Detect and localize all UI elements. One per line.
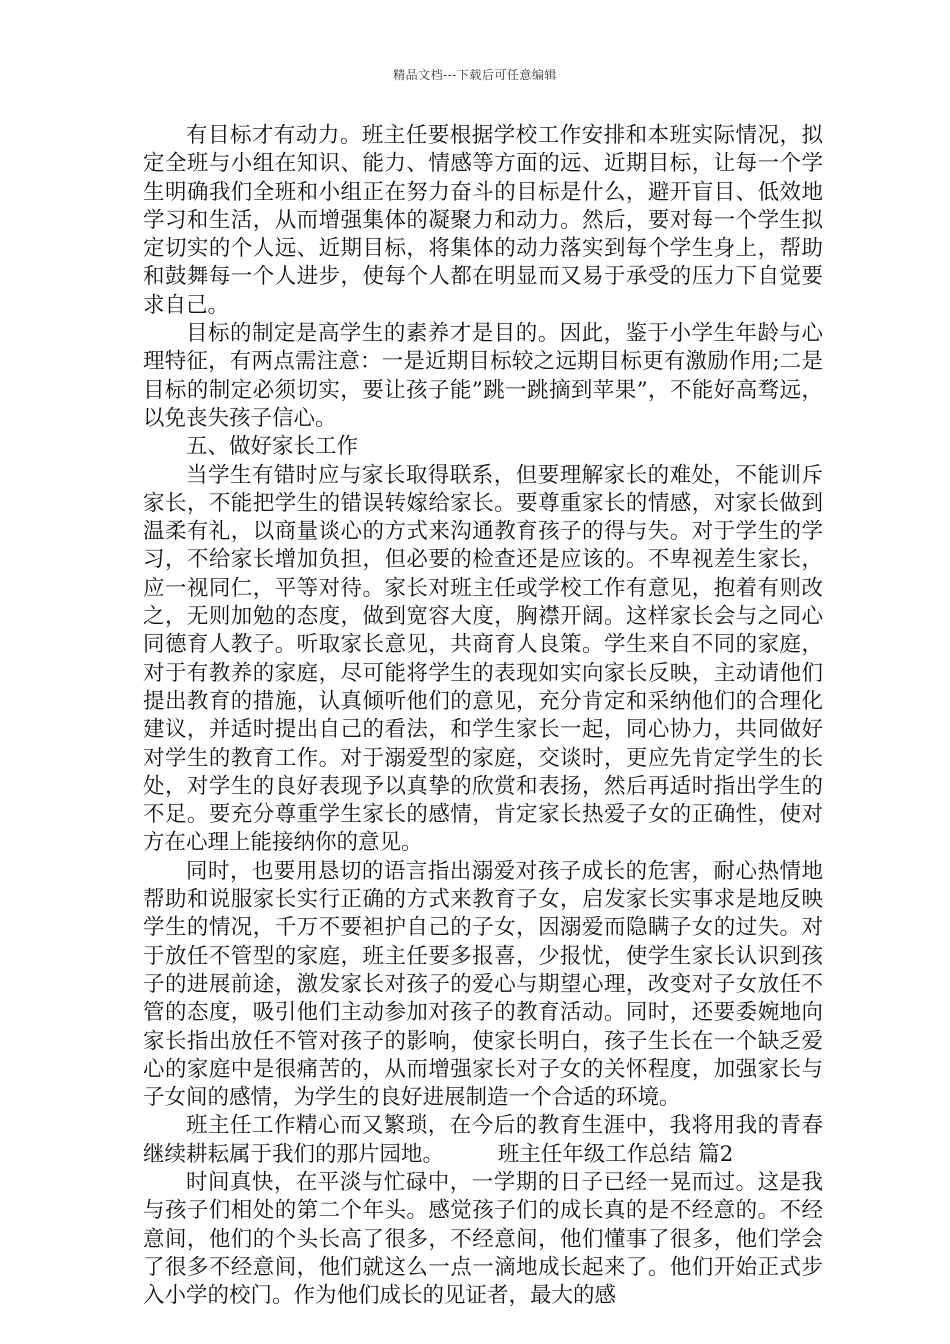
paragraph-doting-parents: 同时，也要用恳切的语言指出溺爱对孩子成长的危害，耐心热情地帮助和说服家长实行正确的方式来教育子女，启发家长实事求是地反映学生的情况，千万不要袒护自己的子女，因溺爱而隐瞒子女的过失。对于放任不管型的家庭，班主任要多报喜，少报忧，使学生家长认识到孩子的进展前途，激发家长对孩子的爱心与期望心理，改变对子女放任不管的态度，吸引他们主动参加对孩子的教育活动。同时，还要委婉地向家长指出放任不管对孩子的影响，使家长明白，孩子生长在一个缺乏爱心的家庭中是很痛苦的，从而增强家长对子女的关怀程度，加强家长与子女间的感情，为学生的良好进展制造一个合适的环境。 bbox=[143, 858, 823, 1111]
paragraph-conclusion bbox=[143, 1112, 823, 1169]
next-article-title: 班主任年级工作总结 篇2 bbox=[497, 1141, 734, 1167]
document-body bbox=[143, 122, 823, 1310]
paragraph-goal-setting: 目标的制定是高学生的素养才是目的。因此，鉴于小学生年龄与心理特征，有两点需注意：一是近期目标较之远期目标更有激励作用;二是目标的制定必须切实，要让孩子能”跳一跳摘到苹果”，不能好高骛远，以免丧失孩子信心。 bbox=[143, 321, 823, 431]
page-header: 精品文档---下载后可任意编辑 bbox=[393, 68, 557, 82]
paragraph-parent-work: 当学生有错时应与家长取得联系，但要理解家长的难处，不能训斥家长，不能把学生的错误转嫁给家长。要尊重家长的情感，对家长做到温柔有礼，以商量谈心的方式来沟通教育孩子的得与失。对于学生的学习，不给家长增加负担，但必要的检查还是应该的。不卑视差生家长，应一视同仁，平等对待。家长对班主任或学校工作有意见，抱着有则改之，无则加勉的态度，做到宽容大度，胸襟开阔。这样家长会与之同心同德育人教子。听取家长意见，共商育人良策。学生来自不同的家庭，对于有教养的家庭，尽可能将学生的表现如实向家长反映，主动请他们提出教育的措施，认真倾听他们的意见，充分肯定和采纳他们的合理化建议，并适时提出自己的看法，和学生家长一起，同心协力，共同做好对学生的教育工作。对于溺爱型的家庭，交谈时，更应先肯定学生的长处，对学生的良好表现予以真挚的欣赏和表扬，然后再适时指出学生的不足。要充分尊重学生家长的感情，肯定家长热爱子女的正确性，使对方在心理上能接纳你的意见。 bbox=[143, 462, 823, 856]
conclusion-text: 班主任工作精心而又繁琐，在今后的教育生涯中，我将用我的青春继续耕耘属于我们的那片园地。 bbox=[143, 1113, 823, 1167]
paragraph-goals: 有目标才有动力。班主任要根据学校工作安排和本班实际情况，拟定全班与小组在知识、能力、情感等方面的远、近期目标，让每一个学生明确我们全班和小组正在努力奋斗的目标是什么，避开盲目、低效地学习和生活，从而增强集体的凝聚力和动力。然后，要对每一个学生拟定切实的个人远、近期目标，将集体的动力落实到每个学生身上，帮助和鼓舞每一个人进步，使每个人都在明显而又易于承受的压力下自觉要求自己。 bbox=[143, 123, 823, 318]
paragraph-time-flies: 时间真快，在平淡与忙碌中，一学期的日子已经一晃而过。这是我与孩子们相处的第二个年头。感觉孩子们的成长真的是不经意的。不经意间，他们的个头长高了很多，不经意间，他们懂事了很多，他们学会了很多不经意间，他们就这么一点一滴地成长起来了。他们开始正式步入小学的校门。作为他们成长的见证者，最大的感 bbox=[143, 1169, 823, 1309]
section-heading: 五、做好家长工作 bbox=[186, 434, 359, 460]
